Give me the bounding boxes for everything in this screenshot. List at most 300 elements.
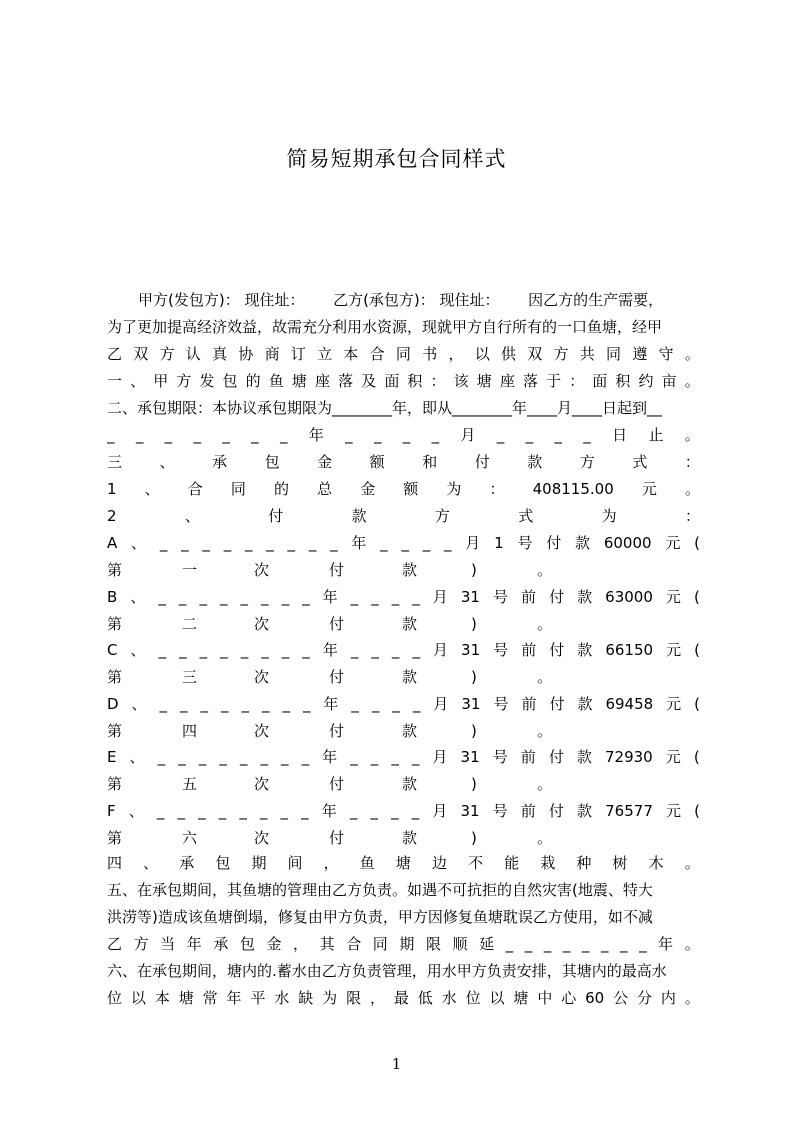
text-token: 订: [290, 345, 306, 363]
payment-token: _: [281, 641, 290, 659]
text-token: 期: [251, 854, 267, 872]
text-token: 包: [239, 935, 255, 953]
payment-token: _: [177, 801, 185, 820]
text-token: ，: [369, 989, 385, 1007]
payment-token: 前: [520, 748, 536, 766]
text-token: 付: [474, 453, 490, 471]
payment-token: _: [159, 694, 168, 713]
text-token: 水: [274, 989, 290, 1007]
payment-token: 款: [402, 561, 418, 579]
payment-token: _: [411, 748, 420, 766]
text-token: 不: [468, 854, 484, 872]
text-token: 最: [393, 989, 409, 1007]
text-token: 积: [615, 372, 631, 390]
text-token: 鱼: [268, 372, 284, 390]
intro-line-1: 甲方(发包方)： 现住址： 乙方(承包方)： 现住址： 因乙方的生产需要，: [138, 291, 664, 309]
text-token: 积: [407, 372, 423, 390]
payment-token: 款: [402, 828, 418, 847]
payment-token: _: [219, 748, 227, 766]
section-3-total-amount: [107, 478, 700, 500]
text-token: 、: [184, 507, 200, 525]
text-token: 及: [361, 372, 377, 390]
payment-token: 付: [548, 748, 564, 766]
payment-ordinal-row: [107, 773, 700, 795]
payment-token: _: [219, 587, 228, 606]
text-token: 额: [369, 453, 385, 471]
text-token: 金: [266, 935, 282, 953]
payment-token: 付: [329, 668, 345, 686]
section-2-period-line-2: [107, 424, 700, 446]
payment-token: 年: [351, 534, 367, 552]
text-token: _: [193, 426, 201, 444]
text-token: 本: [154, 989, 170, 1007]
payment-token: 年: [322, 641, 338, 659]
text-token: _: [600, 935, 609, 953]
payment-token: _: [380, 534, 388, 552]
payment-token: _: [350, 641, 359, 659]
text-token: 该: [453, 372, 469, 390]
payment-token: 、: [130, 641, 146, 659]
payment-token: 付: [329, 614, 345, 633]
section-2-period-line-1: 二、承包期限：本协议承包期限为________年，即从________年____月____日起到__: [107, 399, 663, 417]
text-token: 栽: [540, 854, 556, 872]
payment-token: 月: [433, 694, 449, 713]
payment-token: 次: [254, 775, 270, 793]
text-token: 于: [546, 372, 562, 390]
payment-token: 款: [402, 775, 418, 793]
payment-token: _: [266, 534, 274, 552]
text-token: _: [554, 426, 562, 444]
text-token: 为: [601, 507, 617, 525]
text-token: 面: [384, 372, 400, 390]
text-token: 同: [230, 480, 246, 498]
payment-token: 第: [107, 668, 123, 686]
text-token: 同: [395, 345, 411, 363]
payment-ordinal-row: [107, 827, 700, 849]
payment-token: _: [221, 694, 229, 713]
payment-token: 款: [576, 748, 592, 766]
payment-letter: E: [107, 748, 117, 766]
text-token: _: [402, 426, 411, 444]
text-token: 限: [425, 935, 441, 953]
payment-token: _: [412, 587, 420, 606]
payment-token: _: [260, 748, 268, 766]
text-token: 合: [369, 345, 385, 363]
payment-token: 第: [107, 721, 123, 740]
payment-ordinal: 五: [182, 775, 198, 793]
payment-token: _: [302, 641, 310, 659]
text-token: 。: [684, 935, 700, 953]
text-token: 延: [479, 935, 495, 953]
text-token: 承: [179, 854, 195, 872]
text-token: 的: [273, 480, 289, 498]
payment-token: 年: [323, 694, 339, 713]
payment-token: 、: [131, 534, 147, 552]
text-token: 的: [245, 372, 261, 390]
text-token: _: [639, 935, 647, 953]
payment-token: 前: [521, 694, 537, 713]
text-token: 1: [107, 480, 117, 498]
payment-token: _: [198, 801, 206, 820]
payment-row: [107, 693, 700, 715]
text-token: 限: [346, 989, 362, 1007]
payment-token: _: [281, 587, 290, 606]
text-token: 边: [431, 854, 447, 872]
payment-day: 31: [460, 748, 480, 766]
payment-amount: 69458: [605, 694, 654, 713]
text-token: 、: [159, 453, 175, 471]
text-token: 缺: [298, 989, 314, 1007]
text-token: 塘: [476, 372, 492, 390]
payment-token: _: [199, 641, 208, 659]
text-token: 塘: [178, 989, 194, 1007]
payment-token: _: [351, 694, 359, 713]
text-token: 水: [441, 989, 457, 1007]
text-token: _: [496, 426, 505, 444]
payment-amount: 72930: [605, 748, 653, 766]
section-3-heading: [107, 451, 700, 473]
payment-token: 年: [322, 587, 338, 606]
text-token: 款: [527, 453, 543, 471]
payment-token: _: [178, 587, 187, 606]
text-token: 树: [612, 854, 628, 872]
text-token: 其: [319, 935, 335, 953]
payment-token: _: [392, 694, 400, 713]
payment-token: 月: [432, 748, 448, 766]
text-token: 为: [446, 480, 462, 498]
payment-token: 。: [537, 775, 553, 793]
payment-token: _: [239, 801, 247, 820]
text-token: 付: [268, 507, 284, 525]
text-token: 年: [186, 935, 202, 953]
payment-token: 月: [465, 534, 481, 552]
text-token: 商: [264, 345, 280, 363]
payment-token: 、: [129, 748, 145, 766]
text-token: 常: [202, 989, 218, 1007]
text-token: 发: [199, 372, 215, 390]
text-token: 木: [648, 854, 664, 872]
payment-token: _: [330, 534, 338, 552]
text-token: 以: [130, 989, 146, 1007]
payment-token: _: [302, 587, 310, 606]
payment-token: 付: [548, 801, 564, 820]
text-token: 承: [213, 935, 229, 953]
text-token: 金: [317, 453, 333, 471]
payment-token: 。: [537, 828, 553, 847]
text-token: 间: [287, 854, 303, 872]
text-token: _: [135, 426, 144, 444]
payment-token: ): [471, 614, 477, 633]
payment-ordinal: 六: [182, 828, 198, 847]
payment-token: _: [282, 694, 290, 713]
payment-ordinal-row: [107, 666, 700, 688]
text-token: 方: [133, 935, 149, 953]
payment-token: ): [471, 721, 477, 740]
payment-token: _: [261, 694, 270, 713]
payment-amount: 66150: [605, 641, 654, 659]
text-token: 。: [684, 372, 700, 390]
text-token: 年: [658, 935, 674, 953]
payment-token: _: [159, 534, 168, 552]
payment-token: _: [370, 748, 379, 766]
text-token: 止: [648, 426, 664, 444]
text-token: 。: [684, 426, 700, 444]
text-token: _: [543, 935, 552, 953]
text-token: 顺: [452, 935, 468, 953]
text-token: 方: [553, 345, 569, 363]
payment-token: 款: [575, 534, 591, 552]
payment-token: 款: [577, 801, 593, 820]
payment-day: 31: [460, 801, 480, 820]
payment-token: 前: [521, 587, 537, 606]
text-token: 。: [684, 345, 700, 363]
payment-letter: C: [107, 641, 118, 659]
text-token: 总: [317, 480, 333, 498]
payment-token: _: [202, 534, 210, 552]
payment-token: _: [218, 801, 227, 820]
payment-row: [107, 532, 700, 554]
payment-token: _: [261, 641, 269, 659]
payment-token: 月: [432, 587, 448, 606]
payment-token: _: [220, 641, 228, 659]
section-1-location: [107, 370, 700, 392]
payment-token: 。: [537, 614, 553, 633]
payment-token: _: [371, 641, 379, 659]
text-token: 塘: [395, 854, 411, 872]
text-token: 四: [107, 854, 123, 872]
payment-token: ): [471, 828, 477, 847]
payment-amount: 60000: [603, 534, 652, 552]
payment-token: _: [223, 534, 232, 552]
payment-token: ): [471, 775, 477, 793]
payment-token: 前: [520, 801, 536, 820]
payment-token: 元: [665, 801, 681, 820]
page-number: 1: [391, 1055, 402, 1073]
text-token: _: [525, 426, 534, 444]
payment-token: 、: [128, 801, 144, 820]
payment-letter: A: [107, 534, 118, 552]
text-token: 约: [638, 372, 654, 390]
payment-token: 款: [402, 668, 418, 686]
text-token: 款: [351, 507, 367, 525]
payment-token: _: [391, 801, 399, 820]
text-token: 平: [250, 989, 266, 1007]
text-token: 书: [422, 345, 438, 363]
text-token: _: [524, 935, 533, 953]
payment-token: 付: [329, 721, 345, 740]
payment-token: 元: [665, 748, 681, 766]
payment-token: _: [401, 534, 409, 552]
payment-token: 付: [329, 828, 345, 847]
text-token: 双: [133, 345, 149, 363]
payment-token: 款: [577, 587, 593, 606]
text-token: 分: [637, 989, 653, 1007]
text-token: 额: [403, 480, 419, 498]
payment-letter: F: [107, 801, 116, 820]
text-token: 方: [434, 507, 450, 525]
intro-line-3: [107, 343, 700, 365]
payment-token: 号: [493, 694, 509, 713]
payment-token: _: [350, 587, 359, 606]
payment-token: 年: [321, 801, 337, 820]
text-token: 内: [660, 989, 676, 1007]
text-token: _: [107, 426, 115, 444]
payment-token: _: [180, 694, 188, 713]
payment-token: 付: [546, 534, 562, 552]
payment-token: _: [261, 587, 269, 606]
payment-token: _: [200, 694, 209, 713]
section-5-line-2: 洪涝等)造成该鱼塘倒塌，修复由甲方负责，甲方因修复鱼塘耽误乙方使用，如不减: [107, 908, 653, 926]
payment-token: _: [241, 694, 249, 713]
text-token: 。: [684, 989, 700, 1007]
text-token: 月: [460, 426, 476, 444]
payment-token: 付: [329, 775, 345, 793]
text-token: 三: [107, 453, 123, 471]
payment-token: 第: [107, 828, 123, 847]
payment-token: _: [349, 801, 358, 820]
text-token: _: [431, 426, 440, 444]
text-token: 乙: [107, 935, 123, 953]
payment-amount: 76577: [605, 801, 653, 820]
text-token: 面: [592, 372, 608, 390]
text-token: 包: [222, 372, 238, 390]
payment-token: 款: [402, 614, 418, 633]
payment-ordinal-row: [107, 559, 700, 581]
text-token: 方: [579, 453, 595, 471]
text-token: 包: [264, 453, 280, 471]
payment-token: 元: [665, 587, 681, 606]
text-token: 元: [641, 480, 657, 498]
payment-letter: B: [107, 587, 118, 606]
text-token: 认: [185, 345, 201, 363]
text-token: 塘: [513, 989, 529, 1007]
text-token: ，: [293, 935, 309, 953]
payment-token: 元: [665, 534, 681, 552]
text-token: _: [222, 426, 230, 444]
payment-token: 第: [107, 561, 123, 579]
text-token: _: [373, 426, 382, 444]
text-token: 真: [212, 345, 228, 363]
text-token: 年: [308, 426, 324, 444]
text-token: 包: [215, 854, 231, 872]
payment-token: _: [281, 748, 289, 766]
payment-token: 、: [130, 587, 146, 606]
payment-token: 号: [492, 748, 508, 766]
payment-token: _: [199, 587, 207, 606]
payment-day: 31: [461, 694, 481, 713]
payment-token: 元: [666, 694, 682, 713]
payment-token: _: [259, 801, 268, 820]
text-token: 以: [489, 989, 505, 1007]
text-token: 位: [107, 989, 123, 1007]
payment-row: [107, 746, 700, 768]
text-token: ：: [684, 507, 700, 525]
text-token: 年: [226, 989, 242, 1007]
payment-token: 年: [322, 748, 338, 766]
payment-ordinal: 三: [182, 668, 198, 686]
text-token: _: [562, 935, 571, 953]
text-token: 以: [474, 345, 490, 363]
text-token: 低: [417, 989, 433, 1007]
text-token: 种: [576, 854, 592, 872]
payment-token: 。: [537, 668, 553, 686]
payment-token: 元: [666, 641, 682, 659]
payment-token: (: [694, 801, 700, 820]
intro-line-2: 为了更加提高经济效益，故需充分利用水资源，现就甲方自行所有的一口鱼塘，经甲: [107, 318, 663, 336]
payment-token: _: [412, 641, 420, 659]
text-token: 方: [159, 345, 175, 363]
document-title: 简易短期承包合同样式: [286, 147, 507, 171]
text-token: 本: [343, 345, 359, 363]
text-token: 金: [360, 480, 376, 498]
payment-token: _: [350, 748, 358, 766]
payment-token: _: [370, 801, 378, 820]
payment-token: _: [412, 694, 421, 713]
payment-token: 。: [537, 721, 553, 740]
payment-token: _: [240, 641, 249, 659]
text-token: 式: [518, 507, 534, 525]
text-token: ，: [323, 854, 339, 872]
payment-token: (: [693, 587, 700, 606]
payment-token: 款: [577, 641, 593, 659]
payment-token: ): [471, 668, 477, 686]
text-token: _: [581, 935, 590, 953]
text-token: 协: [238, 345, 254, 363]
text-token: ：: [684, 453, 700, 471]
payment-token: _: [391, 748, 399, 766]
payment-token: 次: [254, 721, 270, 740]
payment-token: 月: [432, 641, 448, 659]
text-token: ：: [430, 372, 446, 390]
text-token: 408115.00: [532, 480, 614, 498]
payment-token: _: [422, 534, 431, 552]
text-token: 合: [346, 935, 362, 953]
text-token: 乙: [107, 345, 123, 363]
payment-token: _: [280, 801, 289, 820]
text-token: 2: [107, 507, 117, 525]
text-token: _: [251, 426, 259, 444]
payment-token: _: [181, 534, 189, 552]
payment-token: _: [158, 641, 167, 659]
payment-token: (: [693, 748, 700, 766]
text-token: 座: [314, 372, 330, 390]
text-token: 。: [684, 480, 700, 498]
text-token: 和: [422, 453, 438, 471]
payment-ordinal: 一: [182, 561, 198, 579]
payment-token: _: [371, 694, 380, 713]
payment-token: _: [391, 641, 400, 659]
text-token: 落: [338, 372, 354, 390]
text-token: 承: [212, 453, 228, 471]
payment-row: [107, 800, 700, 822]
text-token: 期: [399, 935, 415, 953]
text-token: 同: [606, 345, 622, 363]
text-token: 日: [612, 426, 628, 444]
text-token: 、: [130, 372, 146, 390]
text-token: 为: [322, 989, 338, 1007]
payment-token: _: [198, 748, 207, 766]
payment-token: _: [444, 534, 452, 552]
payment-token: 次: [254, 828, 270, 847]
text-token: 当: [160, 935, 176, 953]
payment-ordinal: 四: [182, 721, 198, 740]
section-5-line-1: 五、在承包期间，其鱼塘的管理由乙方负责。如遇不可抗拒的自然灾害(地震、特大: [107, 881, 653, 899]
payment-token: _: [178, 748, 186, 766]
text-token: 一: [107, 372, 123, 390]
section-6-line-1: 六、在承包期间，塘内的.蓄水由乙方负责管理，用水甲方负责安排，其塘内的最高水: [107, 962, 667, 980]
text-token: _: [620, 935, 628, 953]
payment-token: 前: [521, 641, 537, 659]
